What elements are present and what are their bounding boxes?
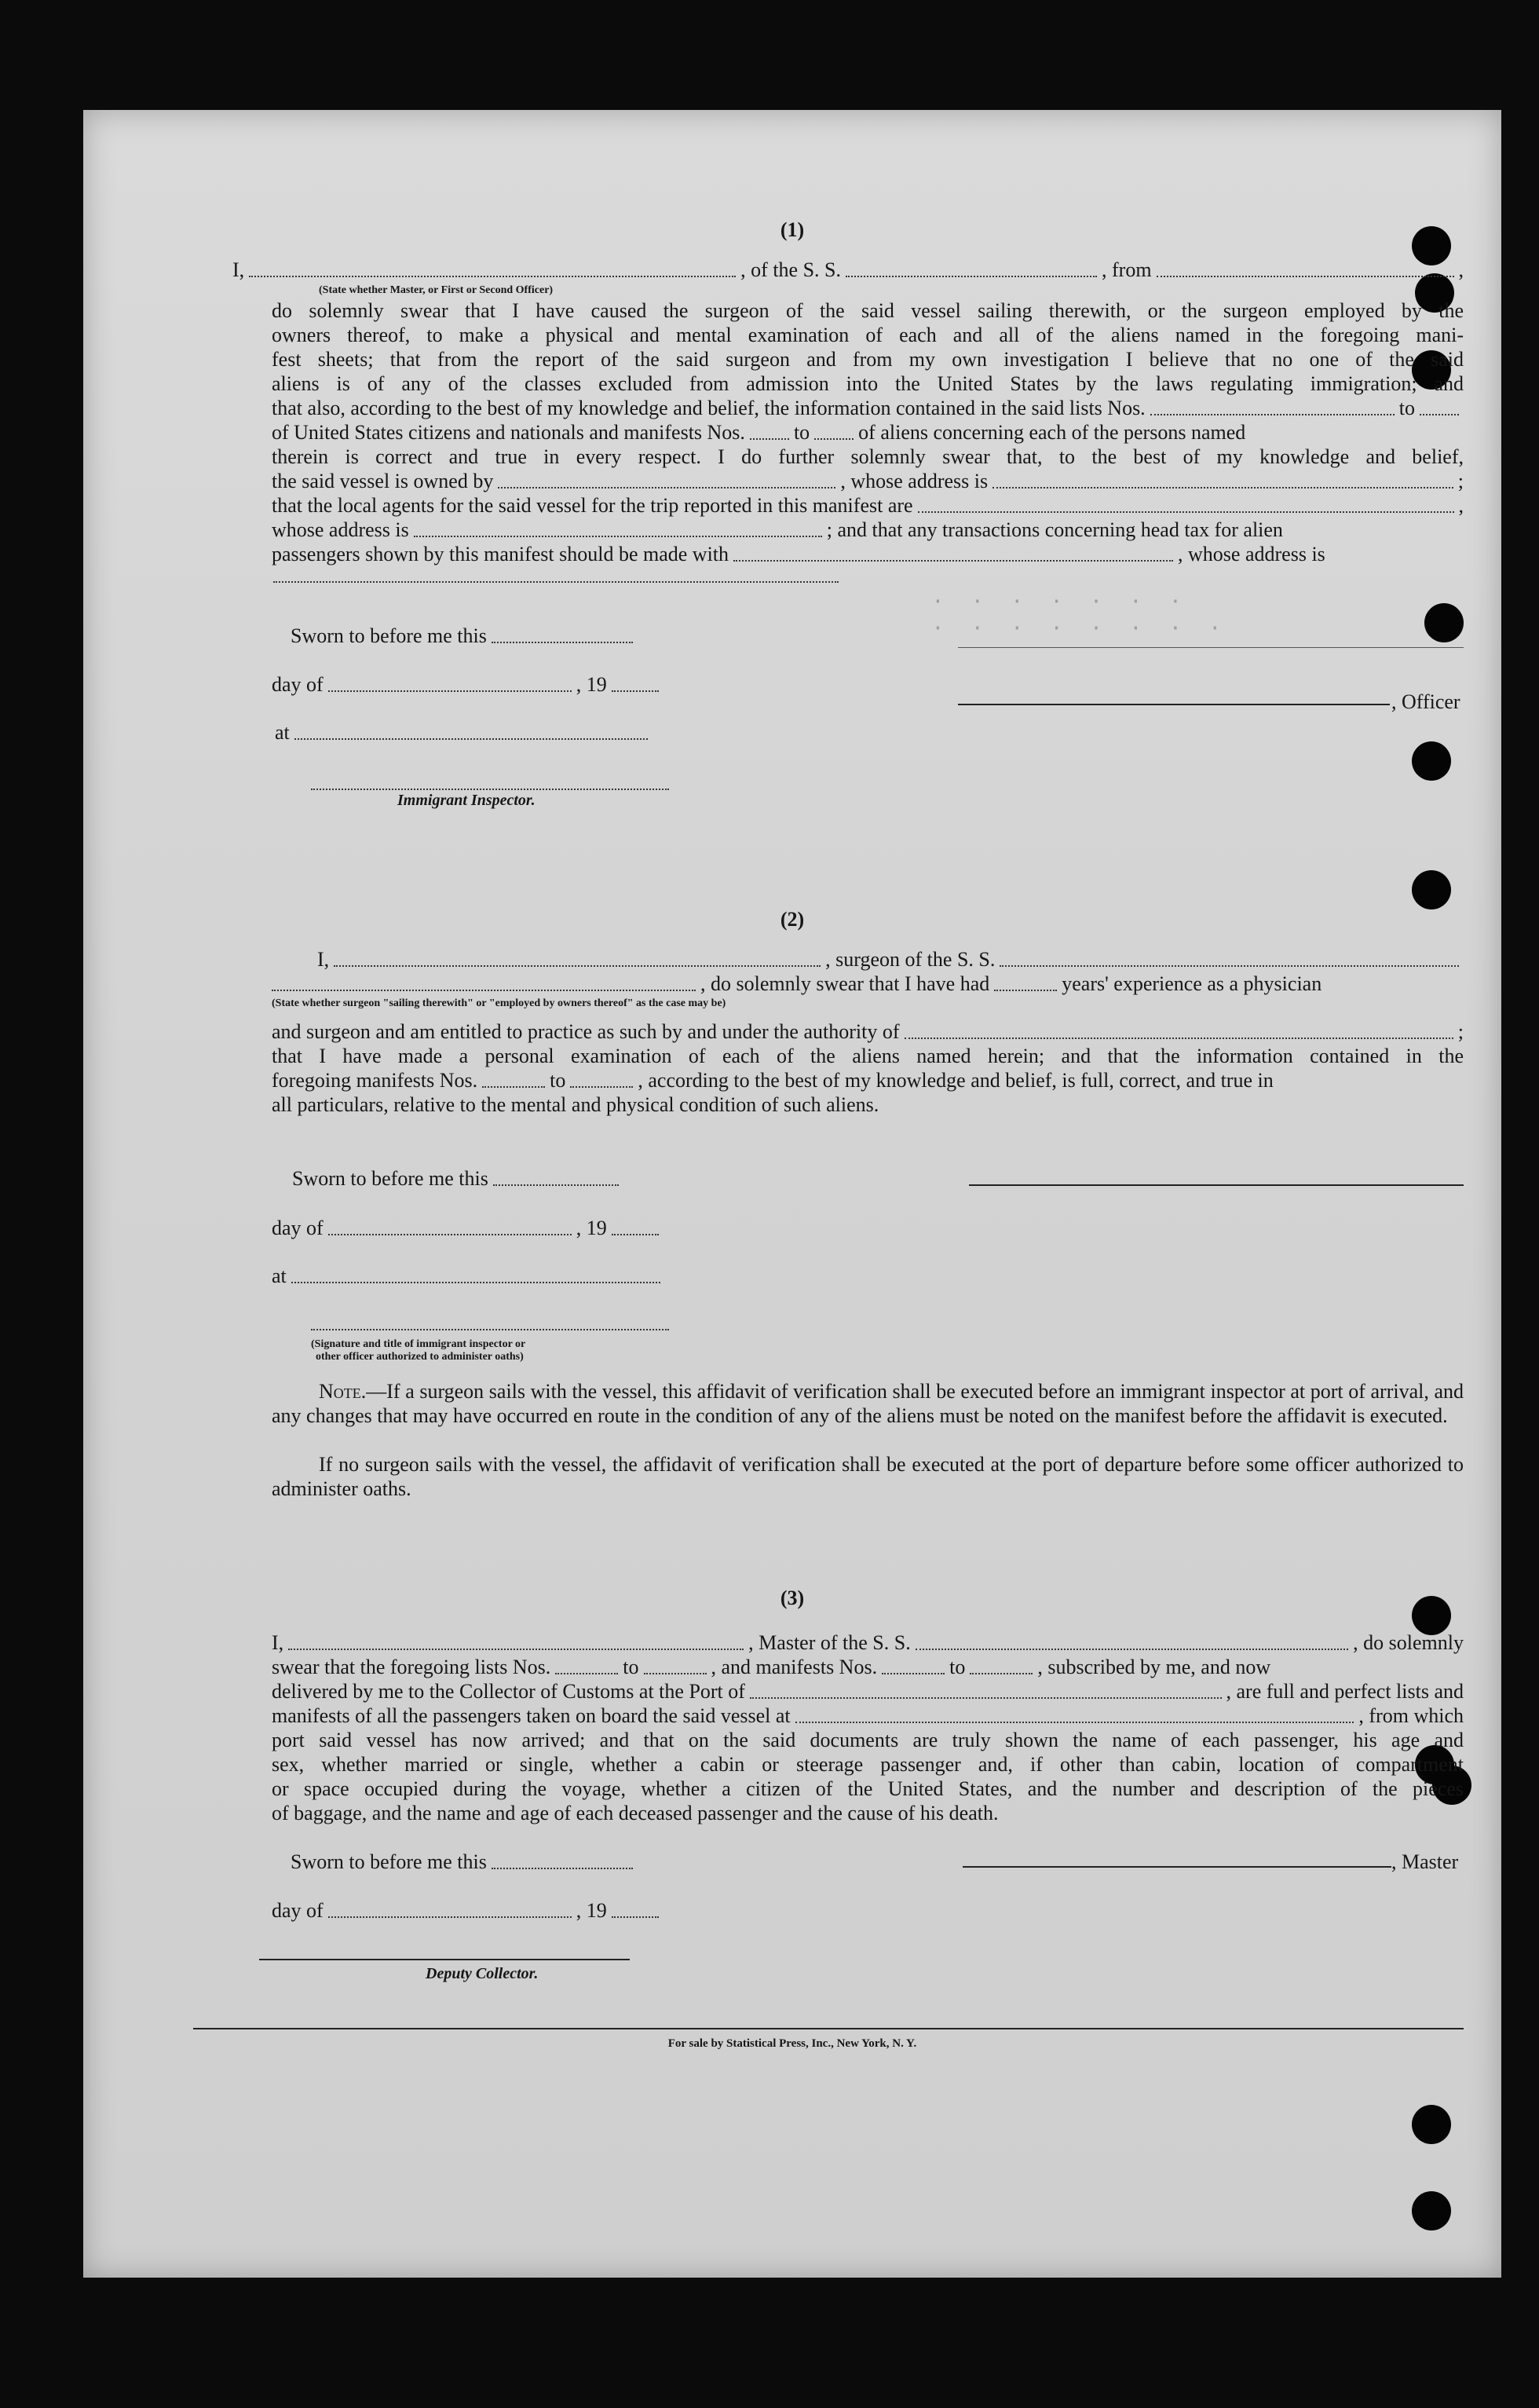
lists-text: that also, according to the best of my knowledge and belief, the information contained in the said lists Nos. (272, 397, 1146, 419)
at-line-2 (272, 1264, 665, 1288)
year-field[interactable] (612, 1916, 659, 1918)
sworn-date-field[interactable] (492, 1868, 633, 1869)
at-place-field[interactable] (291, 1282, 660, 1283)
sworn-line-2 (292, 1167, 623, 1191)
sworn-label: Sworn to before me this (292, 1167, 488, 1190)
note-paragraph-1 (272, 1379, 1464, 1428)
label-i: I, (317, 948, 330, 971)
sworn-label: Sworn to before me this (291, 624, 487, 647)
departure-port-field[interactable] (1157, 276, 1454, 277)
section-1-line-12 (272, 542, 1464, 566)
authorized-officer-signature-line[interactable] (311, 1329, 669, 1330)
at-label: at (272, 1264, 287, 1287)
local-agents-text: that the local agents for the said vessel for the trip reported in this manifest are (272, 494, 913, 517)
passengers-text: passengers shown by this manifest should be made with (272, 543, 729, 565)
officer-rank-field[interactable] (249, 276, 736, 277)
solemnly-swear-text: , do solemnly swear that I have had (700, 972, 990, 995)
note-text-1: —If a surgeon sails with the vessel, this affidavit of verification shall be executed before an immigrant inspector at port of arrival, and any changes that may have occurred en route in the condition of any of the aliens must be noted on the manifest before the affidavit is executed. (272, 1380, 1464, 1427)
note-label: Note. (319, 1380, 367, 1403)
section-3-line-6: sex, whether married or single, whether a cabin or steerage passenger and, if other than cabin, location of compartment (272, 1753, 1464, 1776)
day-of-field[interactable] (328, 1916, 572, 1918)
label-to: to (623, 1656, 639, 1678)
section-1-number: (1) (780, 218, 805, 241)
manifests-text: of United States citizens and nationals and manifests Nos. (272, 421, 745, 444)
section-2-number: (2) (780, 908, 805, 931)
head-tax-party-field[interactable] (733, 560, 1173, 562)
officer-signature-line[interactable] (958, 704, 1390, 705)
sworn-line-1 (291, 624, 638, 648)
manifests-to-field[interactable] (814, 438, 854, 440)
punct: ; (1457, 1020, 1464, 1043)
master-manifests-to-field[interactable] (970, 1673, 1033, 1674)
officer-label: , Officer (1391, 690, 1460, 713)
lists-text: swear that the foregoing lists Nos. (272, 1656, 551, 1678)
owner-field[interactable] (498, 487, 835, 489)
head-tax-text: ; and that any transactions concerning head tax for alien (826, 518, 1283, 541)
punch-hole (1412, 2191, 1451, 2231)
section-1-line-5: aliens is of any of the classes excluded from admission into the United States by the laws regulating immigration; and (272, 372, 1464, 395)
full-perfect-text: , are full and perfect lists and (1226, 1680, 1464, 1703)
do-solemnly-text: , do solemnly (1353, 1631, 1464, 1654)
master-vessel-field[interactable] (916, 1649, 1348, 1650)
experience-text: years' experience as a physician (1062, 972, 1322, 995)
owned-by-text: the said vessel is owned by (272, 470, 494, 492)
day-of-label: day of (272, 1217, 324, 1239)
deputy-collector-signature-line[interactable] (259, 1959, 630, 1960)
whose-address-text: , whose address is (840, 470, 989, 492)
manifest-affidavit-page (83, 110, 1501, 2278)
master-label: , Master (1391, 1850, 1459, 1873)
according-text: , according to the best of my knowledge and belief, is full, correct, and true in (638, 1069, 1274, 1092)
punct: , (1458, 494, 1464, 517)
section-1-line-3: owners thereof, to make a physical and mental examination of each and all of the aliens named in the foregoing mani- (272, 324, 1464, 346)
boarding-port-field[interactable] (795, 1722, 1354, 1723)
whose-address-text: , whose address is (1178, 543, 1325, 565)
section-1-line-7 (272, 420, 1464, 445)
aliens-text: of aliens concerning each of the persons named (858, 421, 1246, 444)
manifests-text: foregoing manifests Nos. (272, 1069, 478, 1092)
section-2-line-2 (272, 972, 1464, 996)
surgeon-name-field[interactable] (334, 965, 821, 967)
surgeon-status-note: (State whether surgeon "sailing therewith" or "employed by owners thereof" as the case may be) (272, 997, 726, 1009)
agents-address-field[interactable] (414, 536, 822, 537)
section-3-line-7: or space occupied during the voyage, whether a citizen of the United States, and the number and description of the pieces (272, 1777, 1464, 1800)
master-name-field[interactable] (288, 1649, 744, 1650)
master-signature-line[interactable] (963, 1866, 1391, 1868)
port-field[interactable] (750, 1697, 1222, 1699)
taken-on-board-text: manifests of all the passengers taken on board the said vessel at (272, 1704, 791, 1727)
signature-note-2: other officer authorized to administer oaths) (316, 1351, 524, 1363)
at-label: at (275, 721, 290, 744)
day-of-line-1 (272, 673, 663, 697)
from-which-text: , from which (1358, 1704, 1464, 1727)
section-3-number: (3) (780, 1586, 805, 1609)
surgeon-status-field[interactable] (272, 990, 696, 991)
whose-address-text: whose address is (272, 518, 409, 541)
punct: , (1458, 258, 1464, 281)
section-1-line-11 (272, 518, 1464, 542)
section-3-line-1 (272, 1630, 1464, 1655)
label-to: to (1398, 397, 1415, 419)
sworn-date-field[interactable] (492, 642, 633, 643)
label-i: I, (272, 1631, 284, 1654)
label-of-ss: , of the S. S. (740, 258, 842, 281)
officer-signature-line-top[interactable] (958, 647, 1464, 648)
authority-text: and surgeon and am entitled to practice as such by and under the authority of (272, 1020, 900, 1043)
day-of-line-2 (272, 1217, 663, 1240)
manifests-from-field[interactable] (750, 438, 789, 440)
section-1-line-8: therein is correct and true in every respect. I do further solemnly swear that, to the best of my knowledge and belief, (272, 445, 1464, 468)
day-of-label: day of (272, 1899, 324, 1922)
section-3-line-3 (272, 1679, 1464, 1704)
punch-hole (1424, 603, 1464, 642)
authority-field[interactable] (905, 1037, 1453, 1039)
label-to: to (550, 1069, 566, 1092)
label-to: to (793, 421, 810, 444)
section-1-line-4: fest sheets; that from the report of the said surgeon and from my own investigation I believe that no one of the said (272, 348, 1464, 371)
day-of-line-3 (272, 1899, 663, 1923)
head-tax-address-field[interactable] (273, 581, 839, 583)
master-lists-to-field[interactable] (644, 1673, 707, 1674)
day-of-label: day of (272, 673, 324, 696)
section-1-line-6 (272, 396, 1464, 420)
section-3-line-5: port said vessel has now arrived; and that on the said documents are truly shown the name of each passenger, his age and (272, 1729, 1464, 1751)
surgeon-signature-line[interactable] (969, 1184, 1464, 1186)
bleed-through-ghost: · · · · · · · · · · · · · · · (931, 590, 1222, 641)
section-3-line-8: of baggage, and the name and age of each deceased passenger and the cause of his death. (272, 1802, 999, 1824)
sworn-line-3 (291, 1850, 638, 1874)
punch-hole (1412, 2105, 1451, 2144)
punct: ; (1457, 470, 1464, 492)
surgeon-vessel-field[interactable] (1000, 965, 1459, 967)
master-lists-from-field[interactable] (555, 1673, 618, 1674)
owner-address-field[interactable] (992, 487, 1453, 489)
section-2-line-4: that I have made a personal examination of each of the aliens named herein; and that the information contained in the (272, 1045, 1464, 1067)
printer-imprint: For sale by Statistical Press, Inc., New York, N. Y. (667, 2037, 917, 2050)
section-2-line-3 (272, 1019, 1464, 1044)
master-manifests-from-field[interactable] (882, 1673, 945, 1674)
sworn-date-field[interactable] (493, 1184, 619, 1186)
section-1-line-10 (272, 493, 1464, 518)
section-2-line-6: all particulars, relative to the mental and physical condition of such aliens. (272, 1093, 879, 1116)
at-line-1 (275, 721, 653, 745)
lists-to-field[interactable] (1420, 414, 1459, 415)
punch-hole (1412, 870, 1451, 909)
lists-from-field[interactable] (1150, 414, 1395, 415)
section-3-line-4 (272, 1704, 1464, 1728)
year-field[interactable] (612, 690, 659, 692)
surgeon-manifests-to-field[interactable] (570, 1086, 633, 1088)
label-from: , from (1102, 258, 1152, 281)
punch-hole (1412, 741, 1451, 781)
at-place-field[interactable] (294, 738, 648, 740)
label-to: to (949, 1656, 966, 1678)
day-of-field[interactable] (328, 690, 572, 692)
inspector-signature-line[interactable] (311, 789, 669, 790)
year-prefix: , 19 (576, 1217, 607, 1239)
section-3-line-2 (272, 1655, 1464, 1679)
note-paragraph-2: If no surgeon sails with the vessel, the affidavit of verification shall be executed at the port of departure before some officer authorized to administer oaths. (272, 1453, 1464, 1500)
day-of-field[interactable] (328, 1234, 572, 1235)
immigrant-inspector-label: Immigrant Inspector. (397, 792, 536, 809)
section-2-line-1 (317, 947, 1464, 972)
surgeon-of-ss-text: , surgeon of the S. S. (825, 948, 996, 971)
section-1-line-9 (272, 469, 1464, 493)
master-of-ss-text: , Master of the S. S. (748, 1631, 911, 1654)
section-1-line-1 (232, 258, 1464, 282)
section-2-line-5 (272, 1068, 1464, 1092)
section-1-line-2: do solemnly swear that I have caused the surgeon of the said vessel sailing therewith, or the surgeon employed by the (272, 299, 1464, 322)
footer-rule (193, 2028, 1464, 2029)
vessel-name-field[interactable] (846, 276, 1097, 277)
local-agents-field[interactable] (918, 511, 1454, 513)
sworn-label: Sworn to before me this (291, 1850, 487, 1873)
year-prefix: , 19 (576, 1899, 607, 1922)
label-i: I, (232, 258, 245, 281)
collector-text: delivered by me to the Collector of Customs at the Port of (272, 1680, 745, 1703)
deputy-collector-label: Deputy Collector. (426, 1965, 539, 1982)
subscribed-text: , subscribed by me, and now (1037, 1656, 1271, 1678)
surgeon-manifests-from-field[interactable] (482, 1086, 545, 1088)
signature-note-1: (Signature and title of immigrant inspector or (311, 1338, 526, 1350)
officer-rank-note: (State whether Master, or First or Second Officer) (319, 284, 554, 296)
year-field[interactable] (612, 1234, 659, 1235)
manifests-text: , and manifests Nos. (711, 1656, 878, 1678)
years-experience-field[interactable] (994, 990, 1057, 991)
year-prefix: , 19 (576, 673, 607, 696)
